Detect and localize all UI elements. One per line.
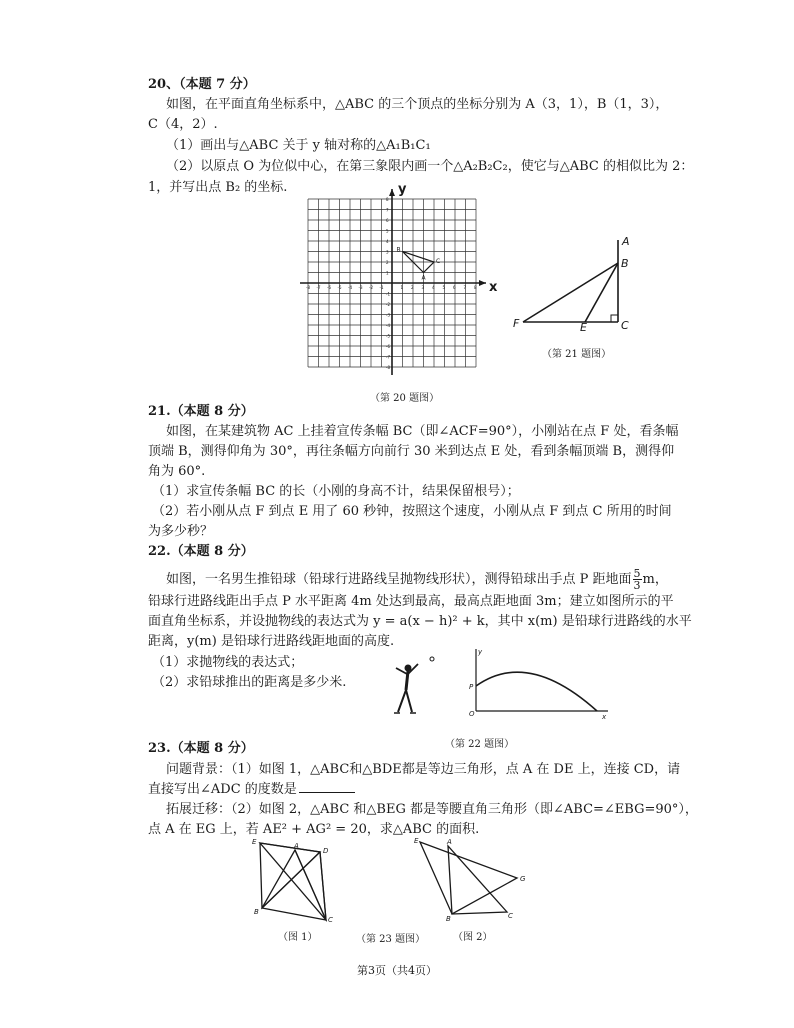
svg-text:-8: -8	[306, 285, 310, 290]
svg-text:B: B	[446, 915, 451, 923]
label-a: A	[622, 235, 630, 248]
svg-text:5: 5	[442, 285, 446, 290]
svg-text:6: 6	[453, 285, 456, 290]
svg-text:5: 5	[386, 228, 389, 234]
q22-paragraph-1	[166, 568, 668, 591]
svg-text:1: 1	[400, 285, 404, 290]
q23-figure-2-caption: （图 2）	[453, 932, 493, 943]
q20-caption: （第 20 题图）	[370, 393, 440, 404]
svg-text:y: y	[478, 648, 483, 656]
svg-text:3: 3	[421, 285, 425, 290]
vertex-label-a: A	[421, 274, 426, 282]
svg-text:-3: -3	[386, 312, 390, 318]
q20-subquestion-2: （2）以原点 O 为位似中心，在第三象限内画一个△A₂B₂C₂，使它与△ABC 的相似比为 2：	[166, 159, 694, 174]
svg-text:A: A	[447, 838, 452, 846]
q23-paragraph-2-text: 直接写出∠ADC 的度数是	[148, 782, 297, 797]
shot-putter-illustration	[388, 652, 438, 722]
q21-paragraph-2: 顶端 B，测得仰角为 30°，再往条幅方向前行 30 米到达点 E 处，看到条幅顶端 B，测得仰	[148, 444, 675, 459]
q22-subquestion-1: （1）求抛物线的表达式；	[152, 655, 304, 670]
svg-text:6: 6	[386, 218, 389, 223]
q23-figure-2	[412, 834, 542, 924]
vertex-label-b: B	[396, 246, 401, 254]
svg-text:-3: -3	[358, 285, 363, 290]
svg-text:2: 2	[386, 260, 389, 265]
svg-text:2: 2	[411, 285, 414, 290]
svg-text:-7: -7	[316, 285, 321, 290]
q22-title: 22.（本题 8 分）	[148, 544, 254, 559]
q22-paragraph-1-text: 如图，一名男生推铅球（铅球行进路线呈抛物线形状），测得铅球出手点 P 距地面	[166, 572, 632, 587]
q23-paragraph-3: 拓展迁移：（2）如图 2，△ABC 和△BEG 都是等腰直角三角形（即∠ABC=∠EBG=90°），	[166, 802, 698, 817]
q22-caption: （第 22 题图）	[445, 739, 515, 750]
svg-text:C: C	[328, 916, 333, 924]
fraction-five-thirds: $\frac{5}{3}$	[633, 567, 641, 592]
svg-text:8: 8	[386, 197, 389, 202]
svg-text:E: E	[414, 837, 419, 845]
svg-text:D: D	[323, 847, 329, 855]
y-axis-label: y	[398, 182, 407, 197]
svg-text:P: P	[469, 683, 474, 691]
coordinate-grid-figure	[290, 182, 498, 385]
q21-subquestion-2-cont: 为多少秒？	[148, 524, 214, 539]
shot-ball-icon	[430, 657, 434, 661]
svg-text:8: 8	[474, 285, 477, 290]
q23-paragraph-4: 点 A 在 EG 上，若 AE² + AG² = 20，求△ABC 的面积.	[148, 822, 480, 837]
svg-text:3: 3	[386, 249, 389, 255]
svg-text:4: 4	[432, 285, 435, 290]
q23-caption: （第 23 题图）	[356, 934, 426, 945]
q22-unit: m，	[642, 572, 668, 587]
q23-paragraph-2	[148, 783, 355, 796]
q21-title: 21.（本题 8 分）	[148, 404, 254, 419]
q21-paragraph-3: 角为 60°.	[148, 464, 206, 479]
q20-title: 20、（本题 7 分）	[148, 77, 256, 92]
svg-text:-5: -5	[337, 285, 342, 290]
svg-text:B: B	[254, 908, 259, 916]
svg-text:-6: -6	[327, 285, 331, 290]
svg-text:O: O	[469, 710, 475, 718]
label-b: B	[621, 257, 629, 270]
answer-blank	[299, 792, 355, 793]
q23-figure-1	[250, 836, 350, 926]
q22-paragraph-2: 铅球行进路线距出手点 P 水平距离 4m 处达到最高，最高点距地面 3m；建立如图所示的平	[148, 594, 674, 609]
q20-subquestion-2-cont: 1，并写出点 B₂ 的坐标.	[148, 180, 288, 195]
x-axis-label: x	[489, 280, 498, 295]
svg-text:A: A	[294, 842, 299, 850]
label-f: F	[513, 317, 520, 330]
q21-figure	[505, 232, 645, 362]
svg-text:-2: -2	[386, 302, 390, 307]
svg-text:-2: -2	[369, 285, 373, 290]
label-c: C	[621, 319, 629, 332]
svg-text:4: 4	[386, 239, 389, 244]
q23-figure-1-caption: （图 1）	[278, 932, 318, 943]
svg-text:7: 7	[386, 207, 389, 213]
parabola-graph	[462, 645, 612, 725]
svg-text:-4: -4	[348, 285, 352, 290]
svg-text:7: 7	[463, 285, 467, 290]
q23-title: 23.（本题 8 分）	[148, 741, 254, 756]
svg-text:-1: -1	[379, 285, 384, 290]
q22-subquestion-2: （2）求铅球推出的距离是多少米.	[152, 675, 347, 690]
svg-text:-7: -7	[386, 354, 390, 360]
q23-paragraph-1: 问题背景：（1）如图 1，△ABC和△BDE都是等边三角形，点 A 在 DE 上，连接 CD，请	[166, 762, 681, 777]
q20-paragraph-1: 如图，在平面直角坐标系中，△ABC 的三个顶点的坐标分别为 A（3，1），B（1，3），	[166, 97, 669, 112]
svg-text:-4: -4	[386, 323, 390, 328]
svg-text:C: C	[508, 912, 513, 920]
trajectory-curve	[476, 672, 597, 711]
svg-text:x: x	[602, 713, 607, 721]
vertex-label-c: C	[436, 258, 441, 265]
q21-caption: （第 21 题图）	[542, 349, 612, 360]
q20-subquestion-1: （1）画出与△ABC 关于 y 轴对称的△A₁B₁C₁	[166, 138, 431, 153]
page-footer: 第3页（共4页）	[357, 964, 437, 977]
q21-subquestion-1: （1）求宣传条幅 BC 的长（小刚的身高不计，结果保留根号）；	[152, 484, 520, 499]
svg-text:-6: -6	[386, 344, 390, 349]
q21-paragraph-1: 如图，在某建筑物 AC 上挂着宣传条幅 BC（即∠ACF=90°），小刚站在点 F 处，看条幅	[166, 424, 679, 439]
q21-subquestion-2: （2）若小刚从点 F 到点 E 用了 60 秒钟，按照这个速度，小刚从点 F 到点 C 所用的时间	[152, 504, 672, 519]
svg-text:-5: -5	[386, 333, 390, 339]
q20-paragraph-2: C（4，2）.	[148, 117, 218, 132]
label-e: E	[580, 321, 587, 334]
q22-paragraph-4: 距离，y(m) 是铅球行进路线距地面的高度.	[148, 634, 395, 649]
svg-text:-1: -1	[386, 291, 390, 297]
svg-text:-8: -8	[386, 365, 390, 370]
svg-text:E: E	[252, 838, 257, 846]
svg-text:1: 1	[386, 270, 389, 276]
svg-text:G: G	[520, 875, 526, 883]
q22-paragraph-3: 面直角坐标系，并设抛物线的表达式为 y = a(x − h)² + k，其中 x(m) 是铅球行进路线的水平	[148, 614, 692, 629]
